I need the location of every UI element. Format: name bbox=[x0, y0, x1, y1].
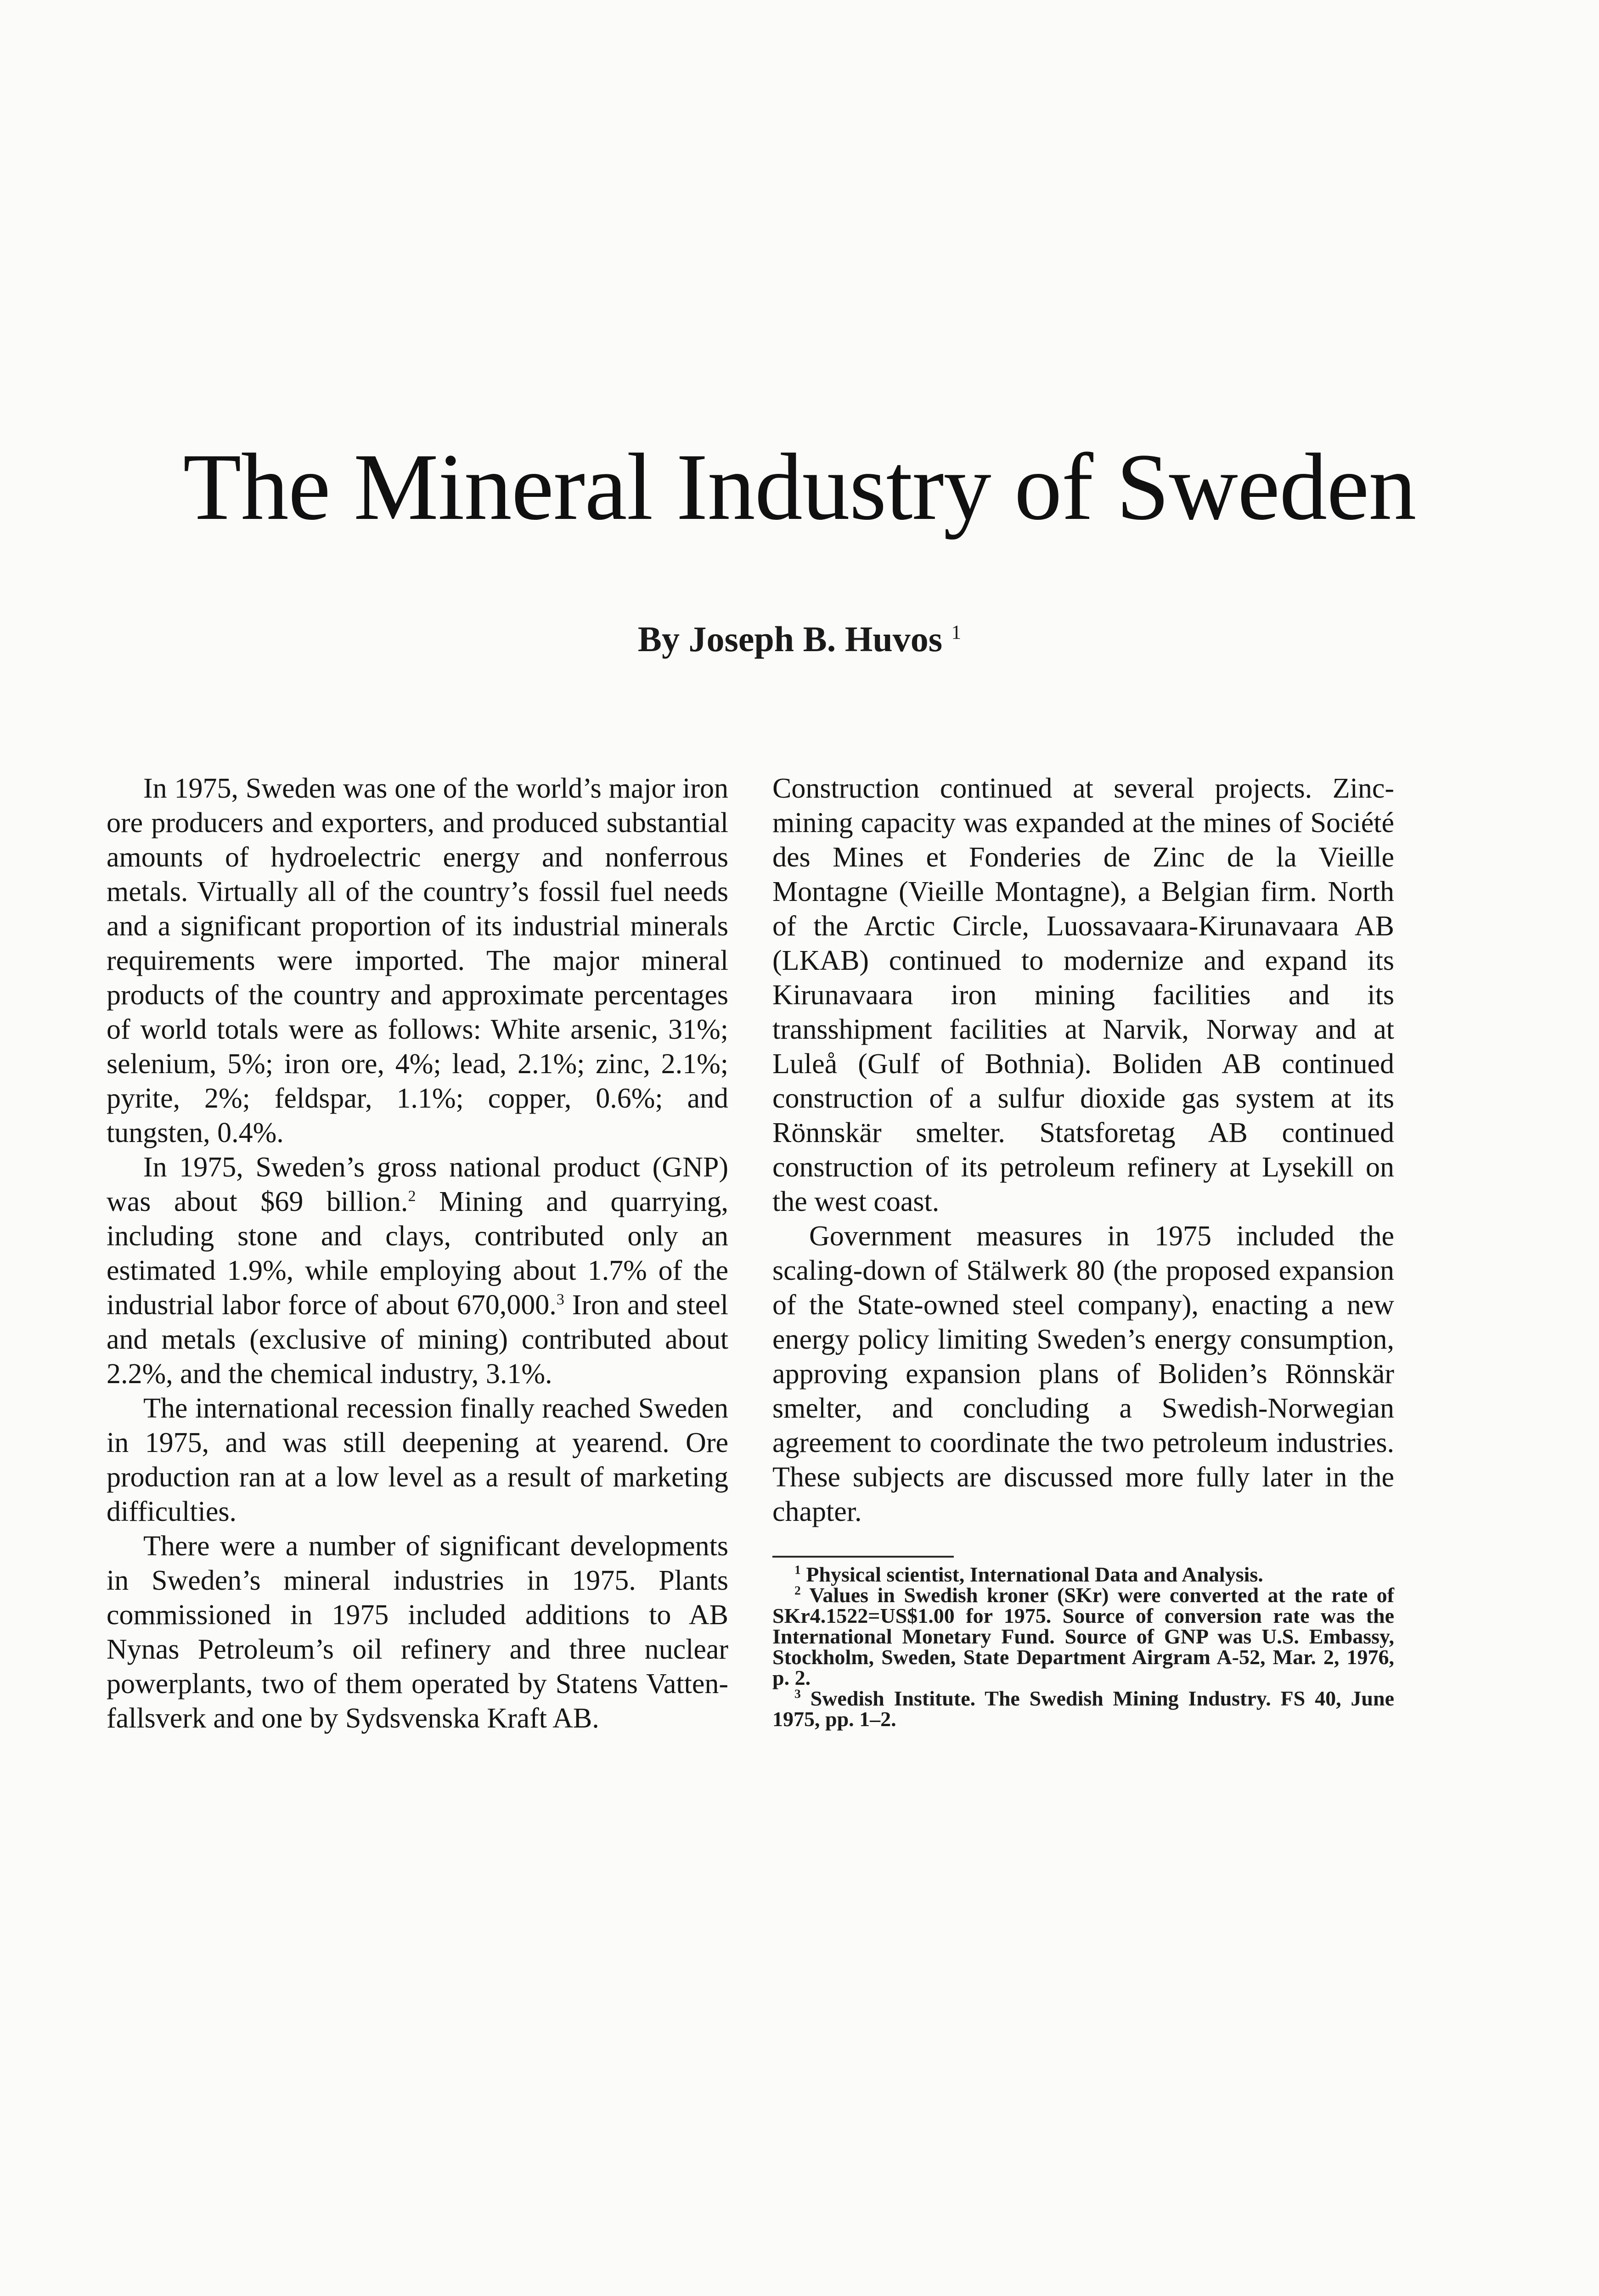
author-name: By Joseph B. Huvos bbox=[637, 619, 943, 659]
page-title: The Mineral Industry of Sweden bbox=[183, 434, 1416, 540]
paragraph-overview: In 1975, Sweden was one of the world’s major iron ore producers and exporters, and produced substantial amounts of hydroelectric energy and nonferrous metals. Virtually all of the country’s fossil fuel needs and a significant proportion of its industrial minerals requirements were imported. The major mineral products of the country and approximate percentages of world totals were as follows: White arsenic, 31%; selenium, 5%; iron ore, 4%; lead, 2.1%; zinc, 2.1%; pyrite, 2%; feldspar, 1.1%; copper, 0.6%; and tungsten, 0.4%. bbox=[107, 773, 728, 1148]
footnote bbox=[772, 1585, 1394, 1688]
paragraph-gnp bbox=[107, 1150, 728, 1391]
paragraph-recession: The international recession finally reached Sweden in 1975, and was still deepening at yearend. Ore production ran at a low level as a result of marketing difficulties. bbox=[107, 1393, 728, 1527]
footnote-text: Values in Swedish kroner (SKr) were converted at the rate of SKr4.1522=US$1.00 for 1975. Source of conversion rate was the International Monetary Fund. Source of GNP was U.S. Embassy, Stockholm, Sweden, State Department Airgram A-52, Mar. 2, 1976, p. 2. bbox=[772, 1583, 1394, 1689]
footnote-text: Swedish Institute. The Swedish Mining Industry. FS 40, June 1975, pp. 1–2. bbox=[772, 1687, 1394, 1731]
paragraph-government: Government measures in 1975 included the scaling-down of Stälwerk 80 (the proposed expansion of the State-owned steel company), enacting a new energy policy limiting Sweden’s energy consumption, approving expansion plans of Boliden’s Rönnskär smelter, and concluding a Swedish-Norwegian agreement to coordinate the two petroleum industries. These subjects are discussed more fully later in the chapter. bbox=[772, 1221, 1394, 1527]
paragraph-developments: There were a number of significant developments in Sweden’s mineral industries in 1975. Plants commissioned in 1975 included additions to AB Nynas Petroleum’s oil refinery and three nuclear powerplants, two of them operated by Statens Vattenfallsverk and one by Sydsvenska Kraft AB. bbox=[107, 1531, 728, 1734]
footnote-mark: 2 bbox=[794, 1583, 801, 1598]
footnote-ref-2: 2 bbox=[408, 1187, 416, 1205]
gnp-text-a: In 1975, Sweden’s gross national product (GNP) was about $69 billion. bbox=[107, 1152, 728, 1217]
byline bbox=[0, 616, 1599, 662]
gnp-text-c: Iron and steel and metals (exclusive of mining) contributed about 2.2%, and the chemical industry, 3.1%. bbox=[107, 1289, 728, 1390]
right-column bbox=[772, 771, 1394, 1729]
footnote-mark: 3 bbox=[794, 1686, 801, 1701]
footnotes bbox=[772, 1564, 1394, 1729]
footnote bbox=[772, 1688, 1394, 1729]
paragraph-construction: Construction continued at several projects. Zinc-mining capacity was expanded at the mines of Société des Mines et Fonderies de Zinc de la Vieille Montagne (Vieille Montagne), a Belgian firm. North of the Arctic Circle, Luossavaara-Kirunavaara AB (LKAB) continued to modernize and expand its Kirunavaara iron mining facilities and its transshipment facilities at Narvik, Norway and at Luleå (Gulf of Bothnia). Boliden AB continued construction of a sulfur dioxide gas system at its Rönnskär smelter. Statsforetag AB continued construction of its petroleum refinery at Lysekill on the west coast. bbox=[772, 773, 1394, 1217]
left-column bbox=[107, 771, 728, 1736]
footnote-mark: 1 bbox=[794, 1562, 801, 1577]
footnote-divider bbox=[772, 1556, 954, 1558]
footnote bbox=[772, 1564, 1394, 1585]
footnote-text: Physical scientist, International Data and Analysis. bbox=[806, 1563, 1263, 1586]
footnote-ref-1: 1 bbox=[951, 622, 962, 643]
footnote-ref-3: 3 bbox=[556, 1291, 564, 1308]
gnp-text-b: Mining and quarrying, including stone and clays, contributed only an estimated 1.9%, while employing about 1.7% of the industrial labor force of about 670,000. bbox=[107, 1186, 728, 1321]
